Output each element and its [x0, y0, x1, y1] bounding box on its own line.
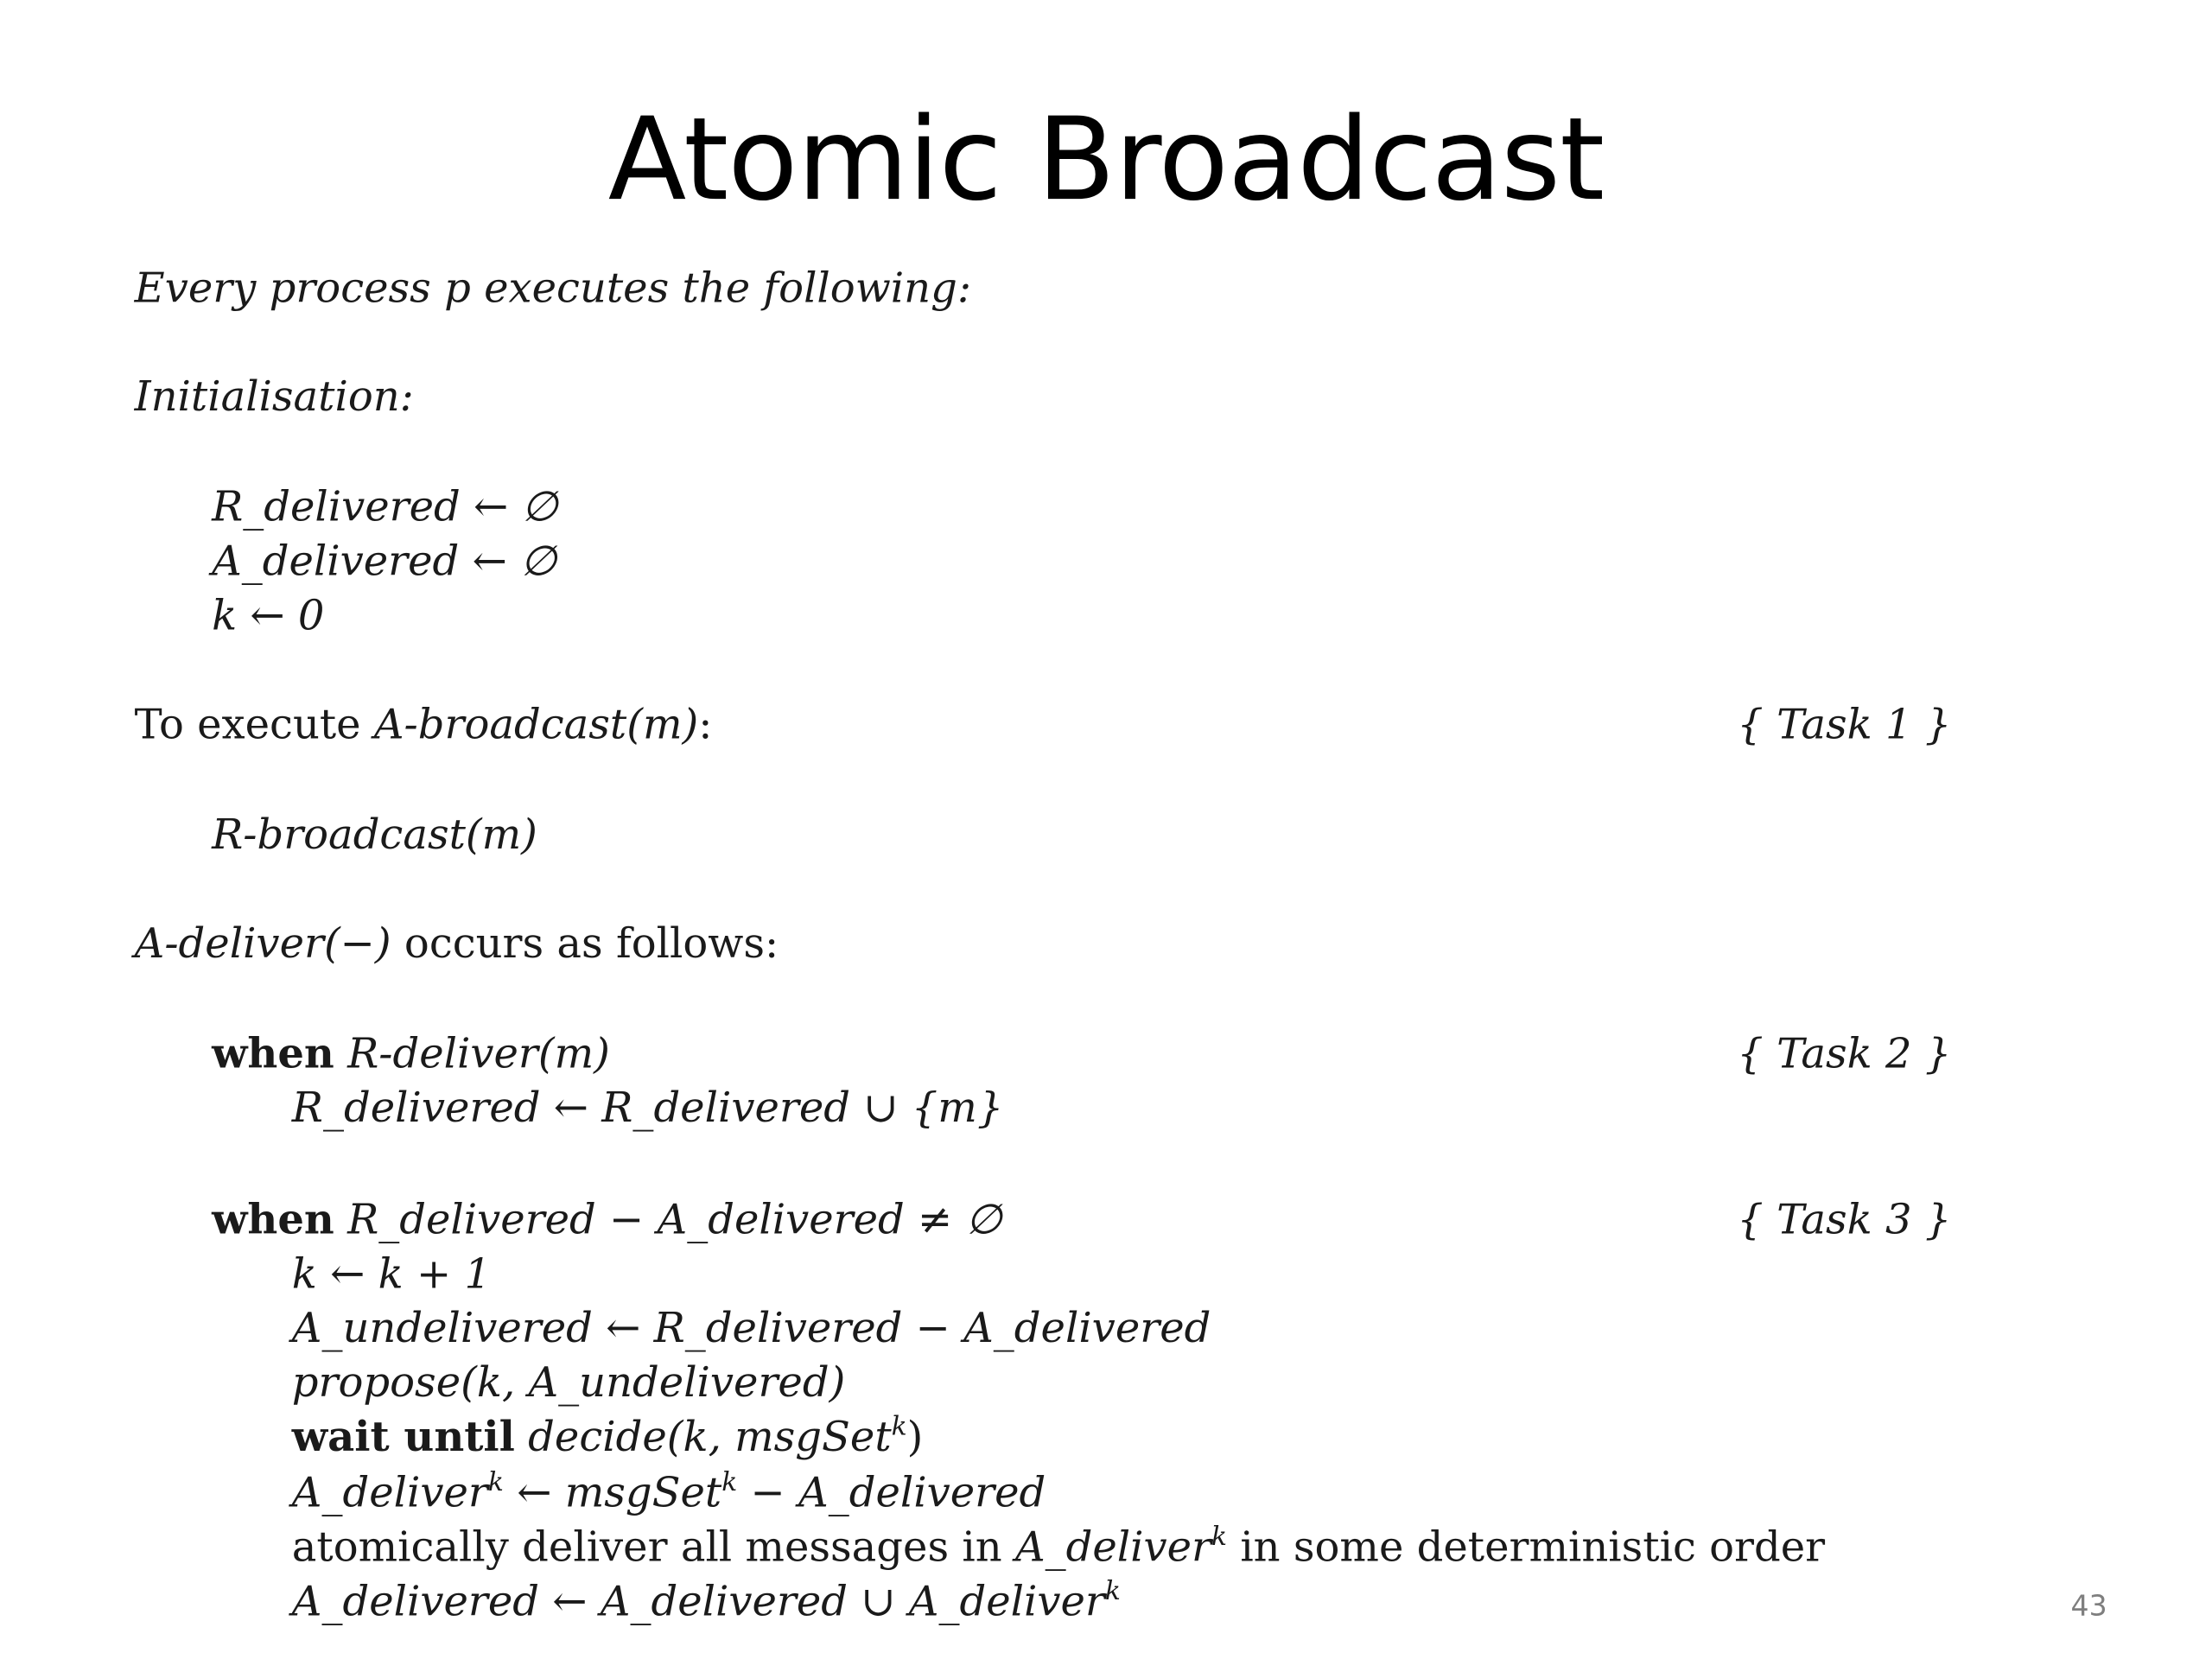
- intro-text-a: Every process: [134, 263, 445, 312]
- task3-line-4: [292, 1409, 924, 1464]
- task1-header-call: A-broadcast(m): [373, 699, 699, 749]
- slide-title: Atomic Broadcast: [607, 92, 1605, 226]
- decide-call-text: decide(k, msgSet: [528, 1412, 892, 1461]
- line5-b: ← msgSet: [503, 1467, 722, 1517]
- intro-line: [135, 260, 971, 315]
- line6-b: in some deterministic order: [1227, 1522, 1826, 1572]
- task2-when-keyword: when: [212, 1028, 334, 1077]
- line7-sup: k: [1104, 1576, 1121, 1607]
- task3-line-5: [292, 1465, 1046, 1520]
- task1-tag: { Task 1 }: [1737, 699, 1952, 749]
- task2-when-line: [212, 1026, 610, 1080]
- task1-header: [135, 696, 713, 751]
- task2-statement: R_delivered ← R_delivered ∪ {m}: [291, 1083, 1004, 1132]
- init-a-delivered: A_delivered ← ∅: [212, 536, 556, 586]
- decide-superscript: k: [891, 1412, 907, 1442]
- task1-body: R-broadcast(m): [212, 810, 537, 859]
- line5-a: A_deliver: [291, 1467, 488, 1517]
- intro-text-b: executes the following:: [470, 263, 972, 312]
- task2-condition: R-deliver(m): [347, 1028, 610, 1077]
- deliver-header-suffix: occurs as follows:: [391, 918, 779, 968]
- decide-call-end: ): [906, 1412, 924, 1461]
- task3-condition: R_delivered − A_delivered ≠ ∅: [347, 1194, 1002, 1243]
- line5-sup-2: k: [721, 1467, 738, 1498]
- task3-line-1: k ← k + 1: [291, 1249, 492, 1298]
- page-number: 43: [2070, 1588, 2107, 1623]
- task3-when-line: [212, 1192, 1001, 1246]
- deliver-header-call: A-deliver(−): [134, 918, 391, 968]
- line5-sup-1: k: [487, 1467, 504, 1498]
- line7-a: A_delivered ← A_delivered ∪ A_deliver: [291, 1576, 1105, 1626]
- deliver-header: [135, 916, 779, 970]
- line5-c: − A_delivered: [737, 1467, 1046, 1517]
- task3-line-2: A_undelivered ← R_delivered − A_delivered: [291, 1303, 1211, 1352]
- line6-var: A_deliver: [1014, 1522, 1212, 1572]
- task1-header-prefix: To execute: [134, 699, 374, 749]
- task3-when-keyword: when: [212, 1194, 334, 1243]
- init-r-delivered: R_delivered ← ∅: [212, 482, 558, 531]
- task3-line-7: [292, 1573, 1121, 1628]
- wait-until-keyword: wait until: [291, 1412, 515, 1461]
- task2-tag: { Task 2 }: [1737, 1028, 1952, 1077]
- decide-call: [528, 1412, 923, 1460]
- intro-process-var: p: [444, 263, 471, 312]
- line6-sup: k: [1211, 1522, 1228, 1553]
- init-header: Initialisation:: [134, 372, 414, 421]
- line6-a: atomically deliver all messages in: [291, 1522, 1015, 1572]
- task3-tag: { Task 3 }: [1737, 1194, 1952, 1243]
- task3-line-6: [292, 1520, 1825, 1574]
- task1-header-suffix: :: [698, 699, 713, 749]
- task3-line-3: propose(k, A_undelivered): [291, 1357, 846, 1407]
- init-k: k ← 0: [212, 590, 325, 640]
